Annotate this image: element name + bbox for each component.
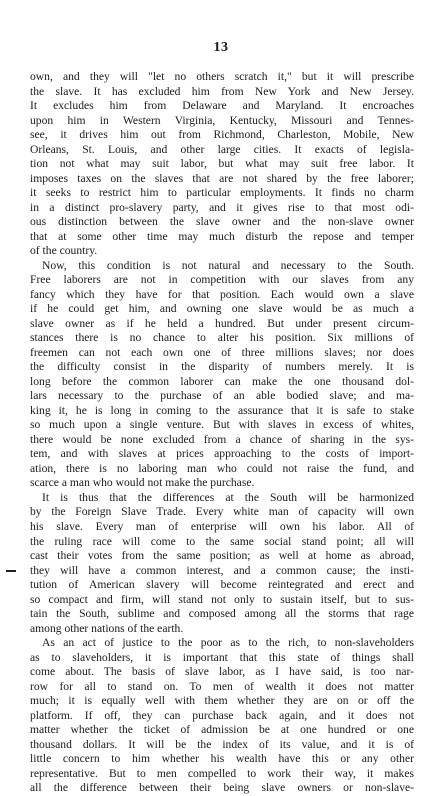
- text-line: his slave. Every man of enterprise will own his labor. All of: [30, 519, 414, 533]
- text-line: ation, there is no laboring man who could not raise the fund, and: [30, 461, 414, 475]
- text-line: lars necessary to the purchase of an able bodied slave; and ma-: [30, 389, 414, 403]
- text-line: It excludes him from Delaware and Maryland. It encroaches: [30, 99, 414, 113]
- page-number: 13: [213, 40, 229, 55]
- text-line: the ruling race will come to the same social stand point; all will: [30, 534, 414, 548]
- text-line: cast their votes from the same position; as well at home as abroad,: [30, 549, 414, 563]
- text-line: it seeks to restrict him to particular employments. It finds no charm: [30, 186, 414, 200]
- text-line: tem, and with slaves at prices approaching to the costs of import-: [30, 447, 414, 461]
- text-line: that at some other time may much disturb the repose and temper: [30, 229, 414, 243]
- text-line: Free laborers are not in competition with our slaves from any: [30, 273, 414, 287]
- text-line: It is thus that the differences at the South will be harmonized: [42, 490, 414, 504]
- body-text: [30, 70, 414, 796]
- text-line: imposes taxes on the slaves that are not shared by the free laborer;: [30, 171, 414, 185]
- text-line: of the country.: [30, 244, 98, 258]
- text-line: freemen can not each own one of three millions slaves; nor does: [30, 345, 414, 359]
- text-line: as to slaveholders, it is important that this state of things shall: [30, 650, 414, 664]
- text-line: scarce a man who would not make the purchase.: [30, 476, 255, 490]
- text-line: Now, this condition is not natural and necessary to the South.: [42, 258, 414, 272]
- text-line: see, it drives him out from Richmond, Charleston, Mobile, New: [30, 128, 414, 142]
- text-line: platform. If off, they can purchase back again, and it does not: [30, 708, 414, 722]
- text-line: so much upon a single venture. But with slaves in excess of whites,: [30, 418, 414, 432]
- text-line: Orleans, St. Louis, and other large cities. It exacts of legisla-: [30, 142, 414, 156]
- text-line: matter whether the ticket of admission be at one hundred or one: [30, 723, 414, 737]
- text-line: king it, he is long in coming to the assurance that it is safe to stake: [30, 403, 414, 417]
- text-line: so compact and firm, will stand not only to sustain itself, but to sus-: [30, 592, 414, 606]
- text-line: the difficulty consist in the disparity of numbers merely. It is: [30, 360, 414, 374]
- text-line: As an act of justice to the poor as to the rich, to non-slaveholders: [42, 636, 414, 650]
- text-line: stances there is no chance to alter his position. Six millions of: [30, 331, 414, 345]
- text-line: there would be none excluded from a chance of sharing in the sys-: [30, 432, 414, 446]
- text-line: come about. The basis of slave labor, as I have said, is too nar-: [30, 665, 414, 679]
- text-line: in a distinct pro-slavery party, and it gives rise to that most odi-: [30, 200, 414, 214]
- text-line: among other nations of the earth.: [30, 621, 184, 635]
- text-line: tution of American slavery will become reintegrated and erect and: [30, 578, 414, 592]
- text-line: upon him in Western Virginia, Kentucky, Missouri and Tennes-: [30, 113, 414, 127]
- text-line: by the Foreign Slave Trade. Every white man of capacity will own: [30, 505, 414, 519]
- text-line: much; it is equally well with them whether they are on or off the: [30, 694, 414, 708]
- text-line: ous distinction between the slave owner and the non-slave owner: [30, 215, 414, 229]
- text-line: long before the common laborer can make the one thousand dol-: [30, 374, 414, 388]
- text-line: representative. But to men compelled to work their way, it makes: [30, 766, 414, 780]
- text-line: thousand dollars. It will be the index of its value, and it is of: [30, 737, 414, 751]
- text-line: own, and they will "let no others scratch it," but it will prescribe: [30, 70, 414, 83]
- text-line: fancy which they have for that position. Each would own a slave: [30, 287, 414, 301]
- text-line: slave owner as if he held a hundred. But under present circum-: [30, 316, 414, 330]
- text-line: they will have a common interest, and a common cause; the insti-: [30, 563, 414, 577]
- text-line: tion not what may suit labor, but what may suit free labor. It: [30, 157, 414, 171]
- text-line: tain the South, sublime and composed among all the storms that rage: [30, 607, 414, 621]
- text-line: row for all to stand on. To men of wealth it does not matter: [30, 679, 414, 693]
- margin-mark: [6, 570, 16, 572]
- text-line: if he could get him, and owning one slave would be as much a: [30, 302, 414, 316]
- text-line: the slave. It has excluded him from New York and New Jersey.: [30, 84, 414, 98]
- text-line: all the difference between their being slave owners or non-slave-: [30, 781, 414, 795]
- text-line: little concern to him whether his wealth have this or any other: [30, 752, 414, 766]
